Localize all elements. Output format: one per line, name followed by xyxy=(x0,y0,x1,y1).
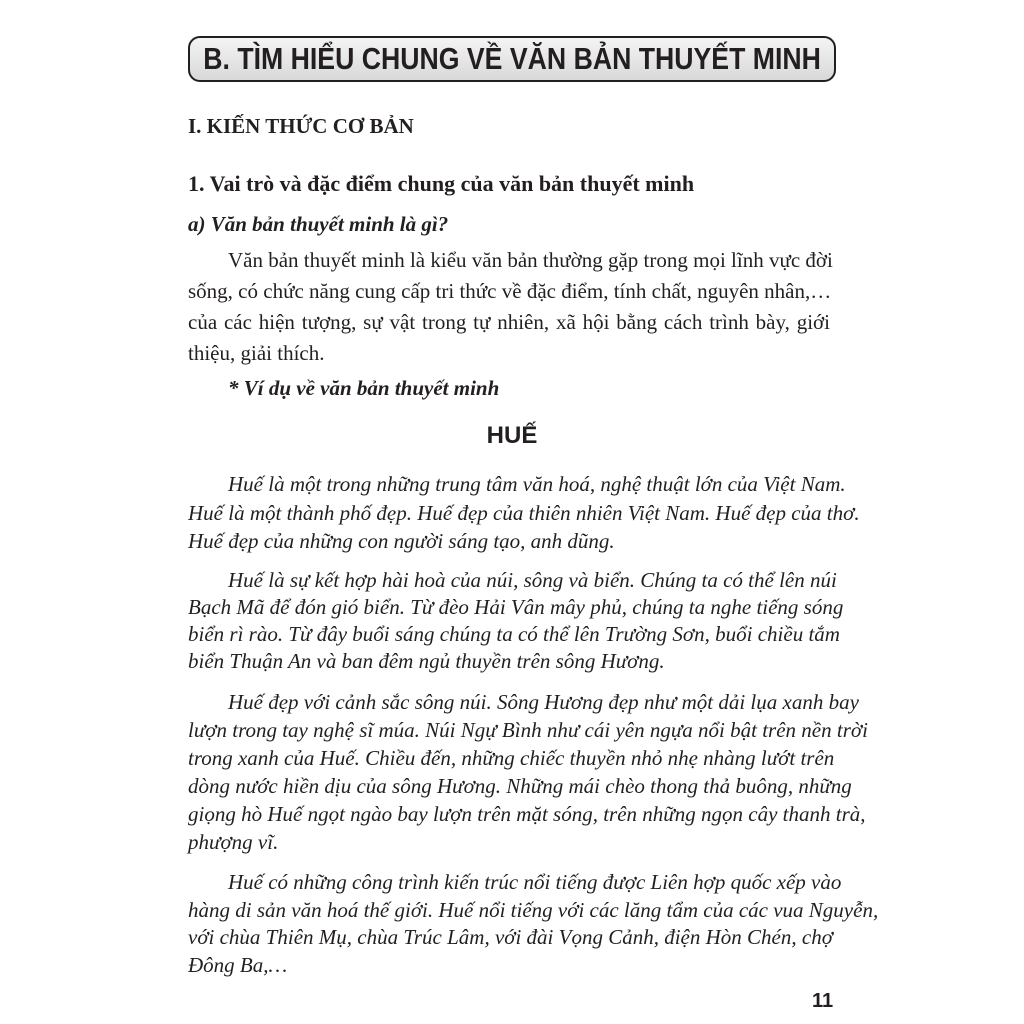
text-line: sống, có chức năng cung cấp tri thức về đặc điểm, tính chất, nguyên nhân,… xyxy=(188,279,832,303)
text-line: hàng di sản văn hoá thế giới. Huế nổi tiếng với các lăng tẩm của các vua Nguyễn, xyxy=(188,897,879,922)
text-line: dòng nước hiền dịu của sông Hương. Những mái chèo thong thả buông, những xyxy=(188,774,852,798)
text-line: biển Thuận An và ban đêm ngủ thuyền trên sông Hương. xyxy=(188,649,665,673)
text-line: Bạch Mã để đón gió biển. Từ đèo Hải Vân mây phủ, chúng ta nghe tiếng sóng xyxy=(188,595,844,619)
text-line: Huế đẹp với cảnh sắc sông núi. Sông Hương đẹp như một dải lụa xanh bay xyxy=(228,690,859,714)
article-paragraph xyxy=(188,869,879,980)
text-line: của các hiện tượng, sự vật trong tự nhiên, xã hội bằng cách trình bày, giới xyxy=(188,310,830,334)
section-header-title: B. TÌM HIỂU CHUNG VỀ VĂN BẢN THUYẾT MINH xyxy=(203,41,821,76)
text-line: lượn trong tay nghệ sĩ múa. Núi Ngự Bình như cái yên ngựa nổi bật trên nền trời xyxy=(188,718,868,742)
text-line: Huế là một trong những trung tâm văn hoá, nghệ thuật lớn của Việt Nam. xyxy=(228,472,846,496)
text-line: với chùa Thiên Mụ, chùa Trúc Lâm, với đài Vọng Cảnh, điện Hòn Chén, chợ xyxy=(188,925,833,950)
article-paragraph xyxy=(188,470,860,556)
text-line: Huế có những công trình kiến trúc nổi tiếng được Liên hợp quốc xếp vào xyxy=(228,870,842,894)
article-paragraph xyxy=(188,688,868,856)
section-header-box xyxy=(188,36,836,82)
text-line: trong xanh của Huế. Chiều đến, những chiếc thuyền nhỏ nhẹ nhàng lướt trên xyxy=(188,746,835,770)
text-line: Văn bản thuyết minh là kiểu văn bản thường gặp trong mọi lĩnh vực đời xyxy=(228,248,833,272)
text-line: Huế là sự kết hợp hài hoà của núi, sông và biển. Chúng ta có thể lên núi xyxy=(228,568,837,592)
text-line: Huế là một thành phố đẹp. Huế đẹp của thiên nhiên Việt Nam. Huế đẹp của thơ. xyxy=(188,500,860,525)
question-heading: a) Văn bản thuyết minh là gì? xyxy=(188,212,449,236)
example-label: * Ví dụ về văn bản thuyết minh xyxy=(228,376,500,400)
text-line: phượng vĩ. xyxy=(188,830,279,854)
text-line: thiệu, giải thích. xyxy=(188,341,325,365)
subsection-heading: 1. Vai trò và đặc điểm chung của văn bản thuyết minh xyxy=(188,171,695,196)
definition-paragraph xyxy=(188,245,833,369)
text-line: Huế đẹp của những con người sáng tạo, anh dũng. xyxy=(188,529,615,553)
text-line: giọng hò Huế ngọt ngào bay lượn trên mặt sóng, trên những ngọn cây thanh trà, xyxy=(188,802,866,826)
article-paragraph xyxy=(188,567,844,675)
text-line: biển rì rào. Từ đây buổi sáng chúng ta có thể lên Trường Sơn, buổi chiều tắm xyxy=(188,622,840,646)
text-line: Đông Ba,… xyxy=(188,953,288,978)
page-number: 11 xyxy=(812,990,834,1012)
section-heading: I. KIẾN THỨC CƠ BẢN xyxy=(188,114,414,138)
article-title: HUẾ xyxy=(486,422,538,449)
